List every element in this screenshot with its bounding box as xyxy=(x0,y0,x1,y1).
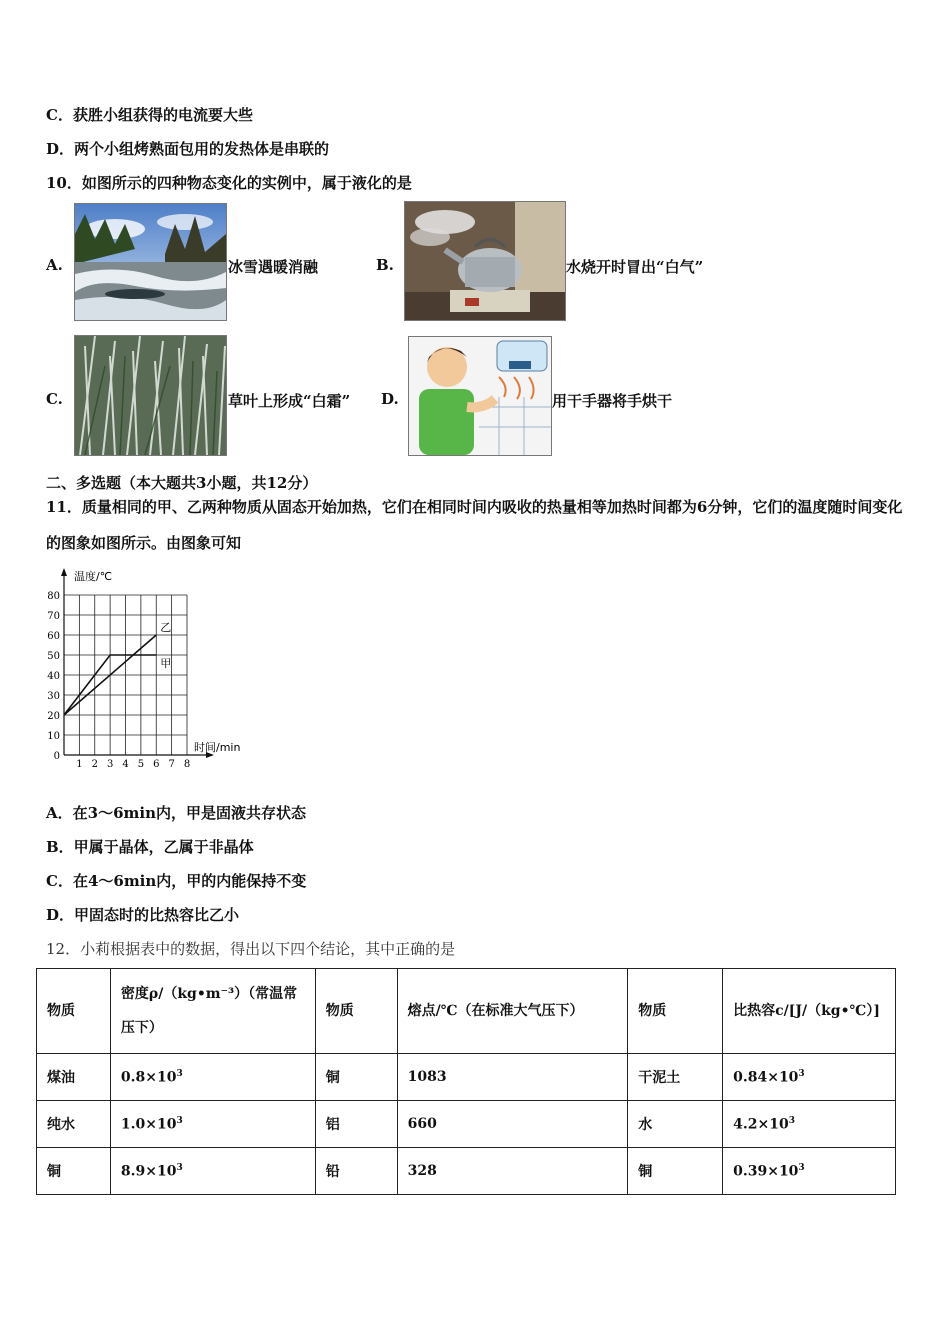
y-tick-label: 60 xyxy=(47,631,60,642)
x-tick-label: 5 xyxy=(137,759,145,770)
table-cell: 铅 xyxy=(315,1148,397,1195)
option-c-previous: C．获胜小组获得的电流要大些 xyxy=(46,106,253,124)
table-cell: 煤油 xyxy=(37,1054,111,1101)
question-11: 11．质量相同的甲、乙两种物质从固态开始加热，它们在相同时间内吸收的热量相等加热时间都为6分钟，它们的温度随时间变化的图象如图所示。由图象可知 xyxy=(46,498,903,552)
y-axis-arrow xyxy=(61,568,67,576)
q10-option-a-label: A. xyxy=(46,256,63,274)
y-tick-label: 80 xyxy=(47,591,60,602)
hand-dryer-image xyxy=(408,336,552,456)
q10-option-d-text: 用干手器将手烘干 xyxy=(552,392,673,410)
q10-option-c-label: C. xyxy=(46,390,63,408)
table-cell: 328 xyxy=(397,1148,628,1195)
series-label: 甲 xyxy=(160,657,172,670)
header-substance-3: 物质 xyxy=(628,969,723,1054)
table-cell: 铜 xyxy=(315,1054,397,1101)
table-cell: 铜 xyxy=(37,1148,111,1195)
header-substance-2: 物质 xyxy=(315,969,397,1054)
x-tick-label: 1 xyxy=(76,759,83,770)
y-tick-label: 40 xyxy=(47,671,60,682)
y-tick-label: 70 xyxy=(47,611,60,622)
temperature-time-chart xyxy=(36,562,266,772)
q11-option-b: B．甲属于晶体，乙属于非晶体 xyxy=(46,838,254,856)
q11-option-a: A．在3～6min内，甲是固液共存状态 xyxy=(46,804,306,822)
material-properties-table xyxy=(36,968,896,1195)
header-substance-1: 物质 xyxy=(37,969,111,1054)
table-cell: 水 xyxy=(628,1101,723,1148)
question-10: 10．如图所示的四种物态变化的实例中，属于液化的是 xyxy=(46,174,412,192)
table-cell: $0.8\times 10^3$ xyxy=(110,1054,315,1101)
table-header-row xyxy=(37,969,896,1054)
q10-option-b-text: 水烧开时冒出“白气” xyxy=(566,258,704,276)
y-axis-label: 温度/℃ xyxy=(74,570,113,583)
table-cell: $1.0\times 10^3$ xyxy=(110,1101,315,1148)
y-tick-label: 20 xyxy=(47,711,60,722)
table-row xyxy=(37,1054,896,1101)
header-density: 密度ρ/（kg•m⁻³）（常温常压下） xyxy=(110,969,315,1054)
header-specific-heat: 比热容c/[J/（kg•℃）] xyxy=(723,969,896,1054)
question-12: 12．小莉根据表中的数据，得出以下四个结论，其中正确的是 xyxy=(46,940,456,958)
q10-option-a-text: 冰雪遇暖消融 xyxy=(228,258,319,276)
x-tick-label: 7 xyxy=(168,759,175,770)
table-cell: 干泥土 xyxy=(628,1054,723,1101)
table-cell: $4.2\times 10^3$ xyxy=(723,1101,896,1148)
table-cell: $8.9\times 10^3$ xyxy=(110,1148,315,1195)
table-cell: 铝 xyxy=(315,1101,397,1148)
table-cell: 铜 xyxy=(628,1148,723,1195)
table-cell: $0.84\times 10^3$ xyxy=(723,1054,896,1101)
table-cell: $0.39\times 10^3$ xyxy=(723,1148,896,1195)
table-cell: 660 xyxy=(397,1101,628,1148)
section-multiple-choice: 二、多选题（本大题共3小题，共12分） xyxy=(46,474,318,492)
y-tick-label: 10 xyxy=(47,731,60,742)
q10-option-c-text: 草叶上形成“白霜” xyxy=(228,392,351,410)
x-tick-label: 4 xyxy=(122,759,129,770)
y-tick-label: 0 xyxy=(53,751,60,762)
x-tick-label: 8 xyxy=(183,759,191,770)
x-tick-label: 6 xyxy=(153,759,160,770)
q11-option-c: C．在4～6min内，甲的内能保持不变 xyxy=(46,872,307,890)
q10-option-d-label: D. xyxy=(381,390,399,408)
table-row xyxy=(37,1101,896,1148)
option-d-previous: D．两个小组烤熟面包用的发热体是串联的 xyxy=(46,140,330,158)
x-axis-label: 时间/min xyxy=(194,741,241,754)
x-tick-label: 3 xyxy=(106,759,114,770)
header-melting-point: 熔点/℃（在标准大气压下） xyxy=(397,969,628,1054)
table-cell: 纯水 xyxy=(37,1101,111,1148)
y-tick-label: 50 xyxy=(47,651,60,662)
y-tick-label: 30 xyxy=(47,691,60,702)
table-row xyxy=(37,1148,896,1195)
melting-snow-image xyxy=(74,203,227,321)
kettle-steam-image xyxy=(404,201,566,321)
series-label: 乙 xyxy=(160,621,172,634)
q10-option-b-label: B. xyxy=(376,256,394,274)
frosted-grass-image xyxy=(74,335,227,456)
x-tick-label: 2 xyxy=(91,759,98,770)
table-cell: 1083 xyxy=(397,1054,628,1101)
q11-option-d: D．甲固态时的比热容比乙小 xyxy=(46,906,240,924)
